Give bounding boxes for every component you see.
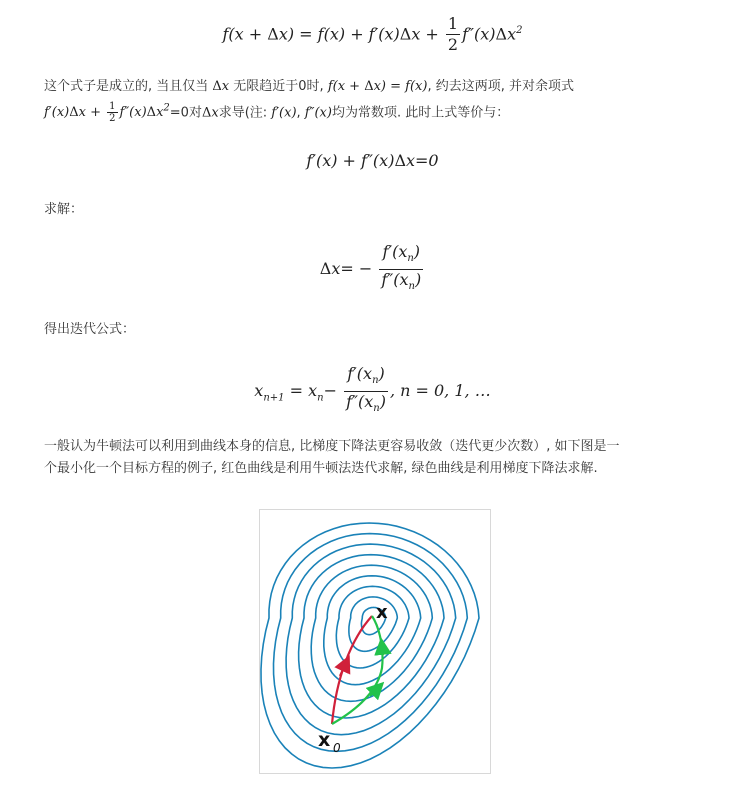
paragraph-newton-vs-gradient [44,436,724,480]
label-iteration-intro: 得出迭代公式： [44,322,136,337]
contour-plot [260,510,490,773]
contour-figure [259,509,491,774]
contour-line [349,597,397,651]
p1-text-a: 这个式子是成立的, 当且仅当 [44,79,213,94]
p4-line-2: 个最小化一个目标方程的例子, 红色曲线是利用牛顿法迭代求解, 绿色曲线是利用梯度下降法求解. [44,461,598,476]
newton-path [332,616,372,724]
equation-taylor: f(x + Δx) = f(x) + f′(x)Δx + $\frac{1}{2}$ $f''(x)\Delta x^2$ [222,14,523,55]
p1-text-e: 求导(注: [218,105,272,121]
equation-iteration: $x_{n+1} = x_n-$ $\frac{f'(x_n)}{f''(x_n)}$ , n = 0, 1, … [254,364,491,415]
label-x0-subscript: 0 [333,741,341,755]
p4-line-1: 一般认为牛顿法可以利用到曲线本身的信息, 比梯度下降法更容易收敛（迭代更少次数）, 如下图是一 [44,439,620,454]
p1-text-d: =0对 [169,105,202,121]
p1-text-b: 无限趋近于0时, [229,79,328,94]
newton-arrow [340,663,346,676]
equation-derivative-zero: f′(x) + f″(x)Δx=0 [306,151,439,170]
contour-lines [261,523,479,768]
contour-line [274,534,468,752]
p1-text-c: , 约去这两项, 并对余项式 [427,79,574,94]
label-solve: 求解： [44,202,84,217]
p1-text-f: , [296,105,305,121]
label-x-star: x [376,602,388,623]
p1-text-g: 均为常数项. 此时上式等价与： [331,105,510,121]
label-x0: x [318,729,331,751]
gradient-arrow-2 [382,646,383,655]
paragraph-condition: 这个式子是成立的, 当且仅当 Δx 无限趋近于0时, f(x + Δx) = f(x), 约去这两项, 并对余项式 f′(x)Δx + $\frac{1}{2}$ $f''(x)\Delta x^2=0$对Δx求导(注: f′(x), f″(x)均为常数项. 此时上式等价与： [44,79,574,125]
equation-delta-x: Δx= − $\frac{f'(x_n)}{f''(x_n)}$ [319,242,422,293]
